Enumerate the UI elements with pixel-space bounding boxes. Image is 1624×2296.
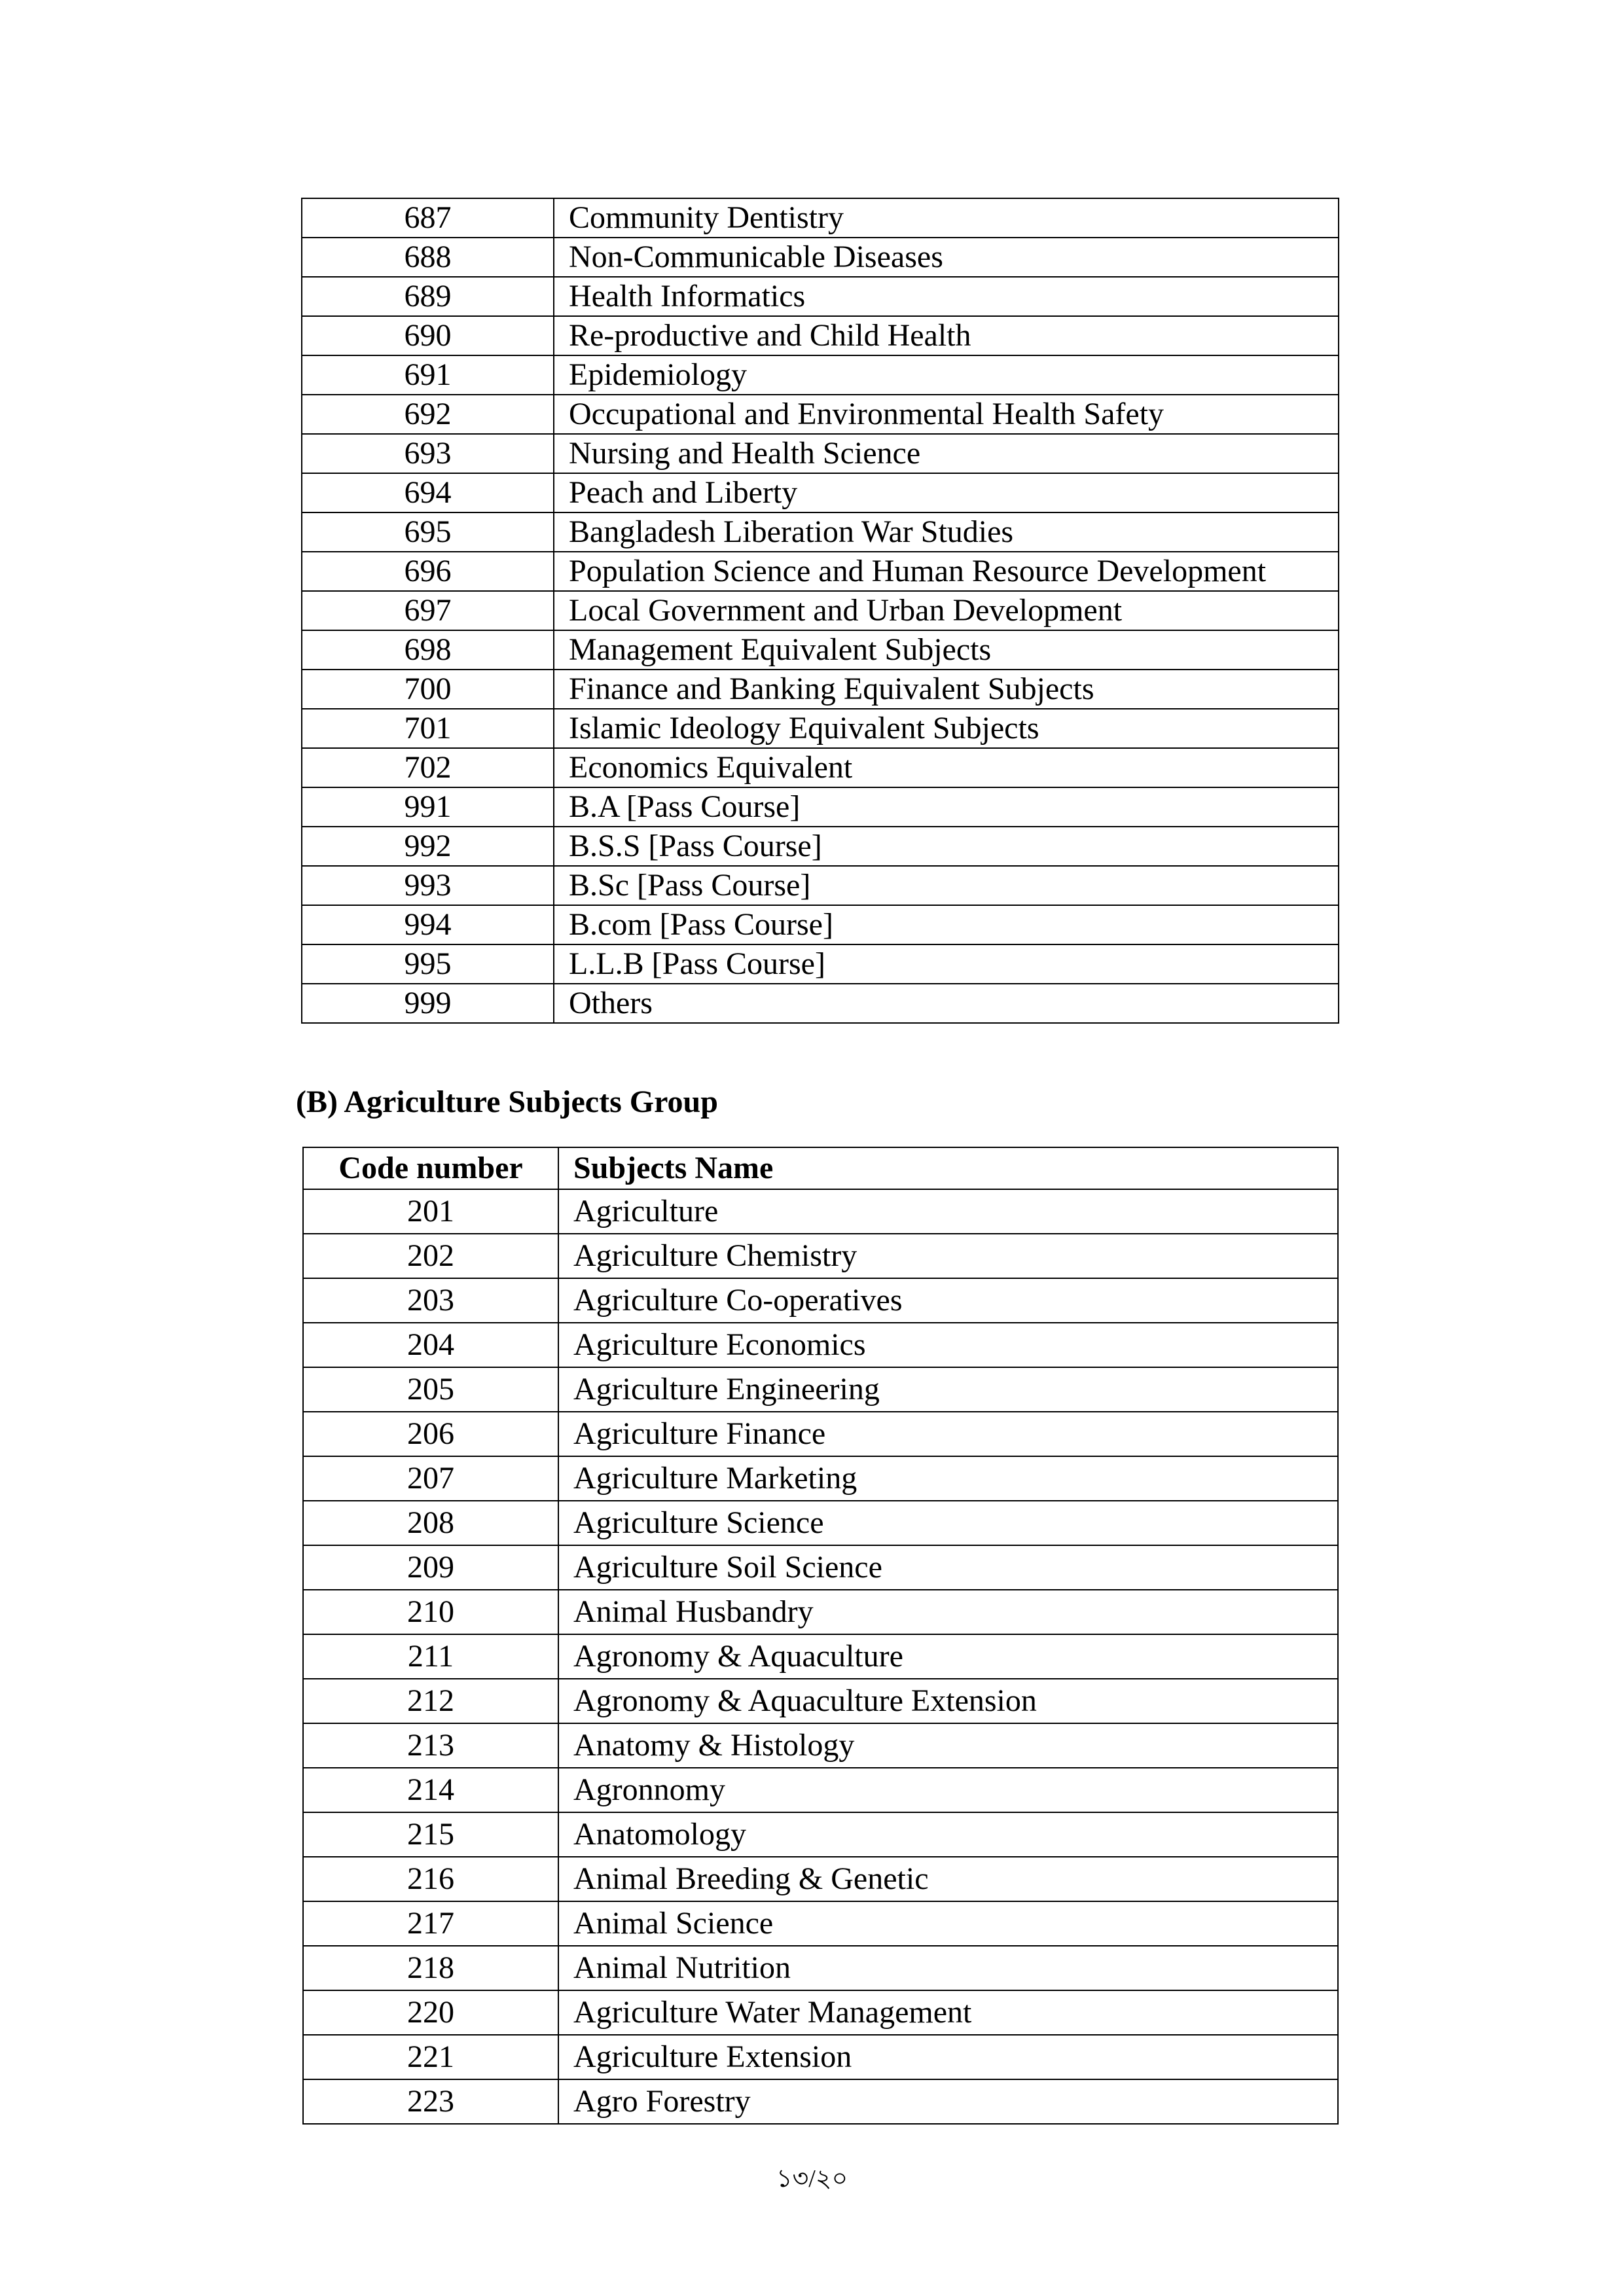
subject-code-cell: 700: [302, 670, 554, 709]
table-row: [302, 630, 1339, 670]
subject-code-cell: 992: [302, 827, 554, 866]
table-row: [302, 198, 1339, 238]
subject-name-cell: Animal Breeding & Genetic: [558, 1857, 1338, 1901]
subject-name-cell: Agriculture Co-operatives: [558, 1278, 1338, 1323]
agriculture-subjects-table: [302, 1147, 1339, 2125]
subject-name-cell: Agro Forestry: [558, 2079, 1338, 2124]
subject-name-cell: Agriculture Soil Science: [558, 1545, 1338, 1590]
section-heading-agriculture: (B) Agriculture Subjects Group: [296, 1085, 718, 1119]
subject-code-cell: 202: [303, 1234, 558, 1278]
subject-code-cell: 698: [302, 630, 554, 670]
table-row: [302, 748, 1339, 787]
subject-name-cell: Nursing and Health Science: [554, 434, 1339, 473]
table-row: [302, 905, 1339, 944]
subjects-table-continued-body: [302, 198, 1339, 1023]
subject-name-cell: Peach and Liberty: [554, 473, 1339, 512]
subject-name-cell: Management Equivalent Subjects: [554, 630, 1339, 670]
subject-code-cell: 217: [303, 1901, 558, 1946]
table-row: [302, 827, 1339, 866]
table-row: [303, 1723, 1338, 1768]
table-row: [302, 944, 1339, 984]
subject-code-cell: 995: [302, 944, 554, 984]
subject-name-cell: B.Sc [Pass Course]: [554, 866, 1339, 905]
subject-code-cell: 205: [303, 1367, 558, 1412]
subject-name-cell: Islamic Ideology Equivalent Subjects: [554, 709, 1339, 748]
subject-code-cell: 687: [302, 198, 554, 238]
subject-name-cell: Anatomology: [558, 1812, 1338, 1857]
subject-code-cell: 215: [303, 1812, 558, 1857]
subject-name-cell: Occupational and Environmental Health Safety: [554, 395, 1339, 434]
table-row: [303, 1278, 1338, 1323]
table-row: [303, 1501, 1338, 1545]
subject-code-cell: 220: [303, 1990, 558, 2035]
column-header-code: Code number: [303, 1147, 558, 1189]
table-row: [303, 1545, 1338, 1590]
subject-name-cell: Agriculture Engineering: [558, 1367, 1338, 1412]
table-row: [302, 670, 1339, 709]
subject-name-cell: Agriculture Chemistry: [558, 1234, 1338, 1278]
table-row: [303, 1234, 1338, 1278]
subject-code-cell: 223: [303, 2079, 558, 2124]
subject-name-cell: B.S.S [Pass Course]: [554, 827, 1339, 866]
subject-code-cell: 207: [303, 1456, 558, 1501]
subject-name-cell: Community Dentistry: [554, 198, 1339, 238]
subject-code-cell: 206: [303, 1412, 558, 1456]
table-row: [302, 355, 1339, 395]
subject-name-cell: B.A [Pass Course]: [554, 787, 1339, 827]
table-row: [302, 552, 1339, 591]
subject-code-cell: 204: [303, 1323, 558, 1367]
table-row: [303, 1679, 1338, 1723]
table-row: [303, 2035, 1338, 2079]
table-row: [302, 787, 1339, 827]
subject-code-cell: 210: [303, 1590, 558, 1634]
table-row: [302, 316, 1339, 355]
subject-name-cell: Animal Husbandry: [558, 1590, 1338, 1634]
table-row: [303, 1768, 1338, 1812]
subject-code-cell: 689: [302, 277, 554, 316]
subject-code-cell: 994: [302, 905, 554, 944]
table-row: [302, 238, 1339, 277]
subject-code-cell: 201: [303, 1189, 558, 1234]
subject-name-cell: Population Science and Human Resource Development: [554, 552, 1339, 591]
subject-name-cell: Finance and Banking Equivalent Subjects: [554, 670, 1339, 709]
subject-name-cell: Agronomy & Aquaculture: [558, 1634, 1338, 1679]
subject-code-cell: 991: [302, 787, 554, 827]
table-row: [303, 1946, 1338, 1990]
subject-code-cell: 218: [303, 1946, 558, 1990]
subject-code-cell: 690: [302, 316, 554, 355]
subject-name-cell: Agronnomy: [558, 1768, 1338, 1812]
subject-name-cell: Re-productive and Child Health: [554, 316, 1339, 355]
subject-name-cell: Economics Equivalent: [554, 748, 1339, 787]
table-row: [302, 395, 1339, 434]
subject-code-cell: 211: [303, 1634, 558, 1679]
column-header-name: Subjects Name: [558, 1147, 1338, 1189]
subject-code-cell: 993: [302, 866, 554, 905]
subject-name-cell: Agriculture Extension: [558, 2035, 1338, 2079]
subject-name-cell: Agronomy & Aquaculture Extension: [558, 1679, 1338, 1723]
table-row: [303, 1590, 1338, 1634]
table-row: [303, 1189, 1338, 1234]
table-row: [303, 1857, 1338, 1901]
table-row: [302, 277, 1339, 316]
subject-code-cell: 221: [303, 2035, 558, 2079]
table-row: [302, 473, 1339, 512]
subject-code-cell: 693: [302, 434, 554, 473]
subject-code-cell: 701: [302, 709, 554, 748]
subject-code-cell: 702: [302, 748, 554, 787]
table-row: [302, 709, 1339, 748]
subject-name-cell: Epidemiology: [554, 355, 1339, 395]
subject-name-cell: Agriculture Economics: [558, 1323, 1338, 1367]
table-row: [303, 1990, 1338, 2035]
subject-name-cell: Agriculture Marketing: [558, 1456, 1338, 1501]
table-row: [303, 1323, 1338, 1367]
subject-code-cell: 208: [303, 1501, 558, 1545]
subject-name-cell: B.com [Pass Course]: [554, 905, 1339, 944]
subject-code-cell: 697: [302, 591, 554, 630]
subject-name-cell: Agriculture Finance: [558, 1412, 1338, 1456]
table-row: [303, 1456, 1338, 1501]
subject-code-cell: 692: [302, 395, 554, 434]
table-row: [303, 1634, 1338, 1679]
table-header-row: [303, 1147, 1338, 1189]
subject-name-cell: Animal Science: [558, 1901, 1338, 1946]
subject-code-cell: 999: [302, 984, 554, 1023]
subject-code-cell: 214: [303, 1768, 558, 1812]
subject-code-cell: 691: [302, 355, 554, 395]
agriculture-subjects-table-body: [303, 1189, 1338, 2124]
table-row: [302, 591, 1339, 630]
subject-name-cell: Anatomy & Histology: [558, 1723, 1338, 1768]
subject-code-cell: 216: [303, 1857, 558, 1901]
subject-name-cell: Others: [554, 984, 1339, 1023]
subject-name-cell: Bangladesh Liberation War Studies: [554, 512, 1339, 552]
subject-name-cell: Agriculture Water Management: [558, 1990, 1338, 2035]
subject-code-cell: 212: [303, 1679, 558, 1723]
table-row: [302, 434, 1339, 473]
subject-code-cell: 695: [302, 512, 554, 552]
subject-code-cell: 213: [303, 1723, 558, 1768]
page-number: ১৩/২০: [776, 2165, 848, 2193]
subject-code-cell: 688: [302, 238, 554, 277]
table-row: [303, 1812, 1338, 1857]
subject-code-cell: 694: [302, 473, 554, 512]
subject-name-cell: Agriculture: [558, 1189, 1338, 1234]
subject-name-cell: Animal Nutrition: [558, 1946, 1338, 1990]
subject-name-cell: L.L.B [Pass Course]: [554, 944, 1339, 984]
subject-code-cell: 203: [303, 1278, 558, 1323]
table-row: [303, 1412, 1338, 1456]
subject-name-cell: Non-Communicable Diseases: [554, 238, 1339, 277]
table-row: [302, 984, 1339, 1023]
table-row: [303, 2079, 1338, 2124]
table-row: [302, 512, 1339, 552]
table-row: [303, 1367, 1338, 1412]
table-row: [302, 866, 1339, 905]
subject-name-cell: Local Government and Urban Development: [554, 591, 1339, 630]
subject-name-cell: Agriculture Science: [558, 1501, 1338, 1545]
subject-name-cell: Health Informatics: [554, 277, 1339, 316]
table-row: [303, 1901, 1338, 1946]
subject-code-cell: 209: [303, 1545, 558, 1590]
subject-code-cell: 696: [302, 552, 554, 591]
subjects-table-continued: [301, 198, 1339, 1024]
